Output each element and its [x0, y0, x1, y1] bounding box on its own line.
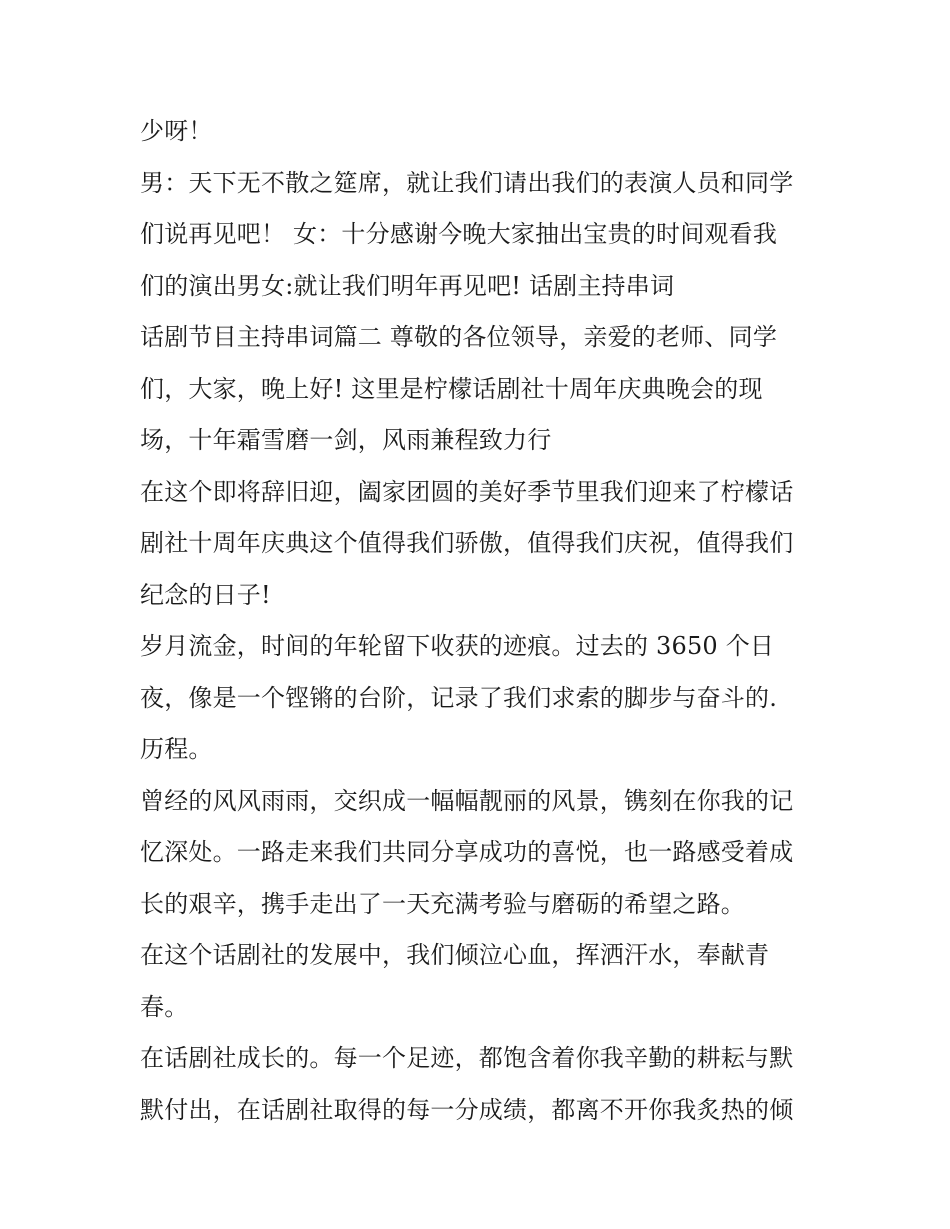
text-line: 曾经的风风雨雨，交织成一幅幅靓丽的风景，镌刻在你我的记 — [140, 786, 794, 815]
text-line: 忆深处。一路走来我们共同分享成功的喜悦，也一路感受着成 — [140, 838, 794, 866]
text-line: 春。 — [140, 992, 189, 1021]
text-line: 夜，像是一个铿锵的台阶，记录了我们求索的脚步与奋斗的. — [140, 683, 778, 712]
text-line: 男：天下无不散之筵席，就让我们请出我们的表演人员和同学 — [140, 168, 794, 197]
text-line: 在这个即将辞旧迎，阖家团圆的美好季节里我们迎来了柠檬话 — [140, 477, 794, 506]
text-line: 们的演出男女:就让我们明年再见吧! 话剧主持串词 — [140, 271, 675, 300]
text-line: 在这个话剧社的发展中，我们倾泣心血，挥洒汗水，奉献青 — [140, 941, 770, 969]
text-line: 们说再见吧！ 女：十分感谢今晚大家抽出宝贵的时间观看我 — [140, 220, 778, 248]
text-line: 在话剧社成长的。每一个足迹，都饱含着你我辛勤的耕耘与默 — [140, 1044, 794, 1072]
text-line: 长的艰辛，携手走出了一天充满考验与磨砺的希望之路。 — [140, 889, 745, 918]
text-line: 们，大家，晚上好! 这里是柠檬话剧社十周年庆典晚会的现 — [140, 374, 763, 403]
text-line: 剧社十周年庆典这个值得我们骄傲，值得我们庆祝，值得我们 — [140, 529, 794, 557]
text-line: 默付出，在话剧社取得的每一分成绩，都离不开你我炙热的倾 — [140, 1095, 794, 1124]
text-line: 历程。 — [140, 735, 213, 763]
text-line: 少呀！ — [140, 117, 213, 145]
document-body — [140, 106, 820, 1136]
text-line: 岁月流金，时间的年轮留下收获的迹痕。过去的 3650 个日 — [140, 632, 775, 660]
text-line: 纪念的日子! — [140, 580, 271, 609]
text-line: 场，十年霜雪磨一剑，风雨兼程致力行 — [140, 426, 552, 454]
text-line: 话剧节目主持串词篇二 尊敬的各位领导，亲爱的老师、同学 — [140, 323, 778, 351]
